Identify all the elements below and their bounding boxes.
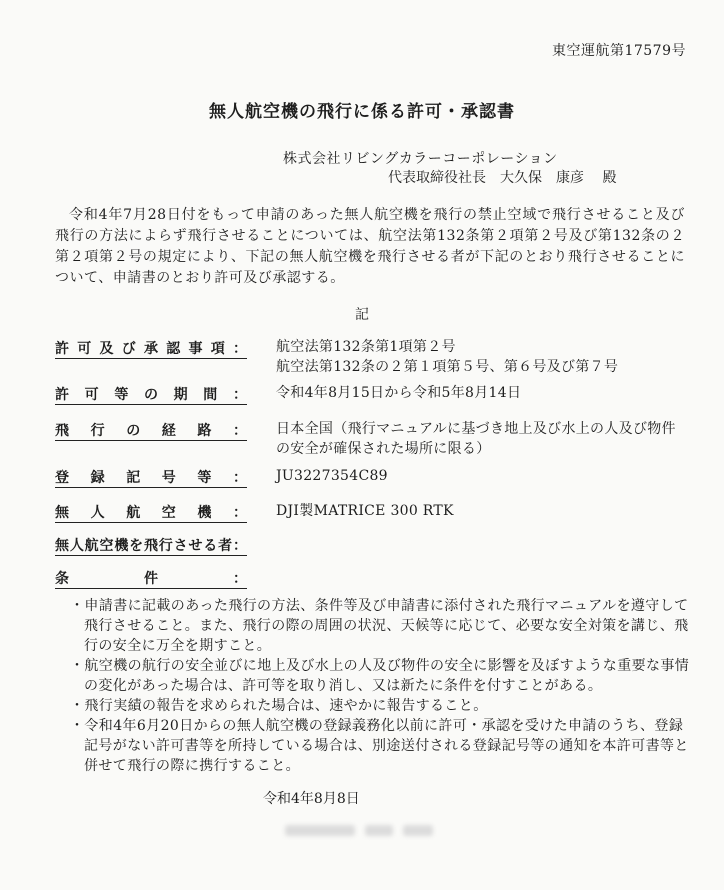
label-text bbox=[55, 384, 247, 404]
label-char: 許 bbox=[55, 387, 69, 403]
ki-heading: 記 bbox=[355, 307, 369, 323]
label-char: 人 bbox=[90, 505, 105, 521]
label-aircraft bbox=[55, 502, 247, 523]
issue-date: 令和4年8月8日 bbox=[263, 791, 360, 807]
label-char: 録 bbox=[90, 470, 105, 486]
label-char: 機 bbox=[114, 538, 129, 554]
label-registration bbox=[55, 467, 247, 488]
label-char: 無 bbox=[55, 538, 69, 554]
label-char: 行 bbox=[90, 423, 105, 439]
recipient-company: 株式会社リビングカラーコーポレーション bbox=[283, 151, 558, 167]
label-char: 期 bbox=[173, 387, 188, 403]
redacted-text bbox=[285, 825, 355, 836]
label-char: 記 bbox=[126, 470, 141, 486]
label-char: 経 bbox=[161, 423, 176, 439]
label-char: 機 bbox=[197, 505, 212, 521]
body-paragraph: 令和4年7月28日付をもって申請のあった無人航空機を飛行の禁止空域で飛行させること及び飛行の方法によらず飛行させることについては、航空法第132条第２項第２号及び第132条の２第２項第２号の規定により、下記の無人航空機を飛行させる者が下記のとおり飛行させることについて、申請書のとおり許可及び承認する。 bbox=[55, 207, 685, 286]
label-char: 行 bbox=[158, 538, 173, 554]
document-title: 無人航空機の飛行に係る許可・承認書 bbox=[209, 102, 515, 122]
label-char: 可 bbox=[84, 387, 99, 403]
label-char: 者 bbox=[218, 538, 233, 554]
label-char: ： bbox=[232, 387, 247, 403]
value-line-1: 航空法第132条第1項第２号 bbox=[276, 339, 456, 355]
label-char: 飛 bbox=[55, 423, 69, 439]
label-char: る bbox=[203, 538, 218, 554]
value-line-2: 航空法第132条の２第１項第５号、第６号及び第７号 bbox=[276, 359, 619, 375]
label-text bbox=[55, 467, 247, 487]
recipient-representative: 代表取締役社長 大久保 康彦 殿 bbox=[388, 170, 617, 186]
condition-item: ・飛行実績の報告を求められた場合は、速やかに報告すること。 bbox=[70, 698, 488, 714]
redacted-text bbox=[403, 825, 433, 836]
label-char: び bbox=[121, 341, 136, 357]
label-conditions bbox=[55, 568, 247, 589]
label-char: 空 bbox=[161, 505, 176, 521]
label-char: 間 bbox=[203, 387, 218, 403]
label-char: 路 bbox=[197, 423, 212, 439]
label-char: 号 bbox=[161, 470, 176, 486]
label-char: を bbox=[129, 538, 144, 554]
label-char: ： bbox=[232, 505, 247, 521]
label-char: 認 bbox=[166, 341, 181, 357]
label-char: の bbox=[126, 423, 141, 439]
label-pilot bbox=[55, 535, 247, 556]
label-char: せ bbox=[188, 538, 203, 554]
label-char: 航 bbox=[84, 538, 99, 554]
value-registration: JU3227354C89 bbox=[276, 468, 388, 484]
label-char: ： bbox=[232, 423, 247, 439]
label-char: の bbox=[143, 387, 158, 403]
value-flight-route: 日本全国（飛行マニュアルに基づき地上及び水上の人及び物件の安全が確保された場所に限る） bbox=[276, 421, 676, 457]
label-char: 等 bbox=[197, 470, 212, 486]
label-char: 空 bbox=[99, 538, 114, 554]
conditions-list bbox=[70, 596, 690, 776]
condition-item: ・申請書に記載のあった飛行の方法、条件等及び申請書に添付された飛行マニュアルを遵守して飛行させること。また、飛行の際の周囲の状況、天候等に応じて、必要な安全対策を講じ、飛行の安全に万全を期すこと。 bbox=[70, 598, 689, 654]
label-char: 登 bbox=[55, 470, 69, 486]
value-period: 令和4年8月15日から令和5年8月14日 bbox=[276, 385, 522, 401]
label-period bbox=[55, 384, 247, 405]
value-permission-items bbox=[276, 337, 688, 377]
label-char: 等 bbox=[114, 387, 129, 403]
label-char: 及 bbox=[99, 341, 114, 357]
label-text bbox=[55, 568, 247, 588]
label-text bbox=[55, 420, 247, 440]
condition-item: ・航空機の航行の安全並びに地上及び水上の人及び物件の安全に影響を及ぼすような重要な事情の変化があった場合は、許可等を取り消し、又は新たに条件を付すことがある。 bbox=[70, 658, 690, 694]
label-char: 可 bbox=[77, 341, 92, 357]
label-text bbox=[55, 535, 247, 555]
label-char: 飛 bbox=[143, 538, 158, 554]
label-char: 人 bbox=[69, 538, 84, 554]
label-char: 項 bbox=[210, 341, 225, 357]
label-char: 事 bbox=[188, 341, 203, 357]
label-char: ： bbox=[232, 538, 247, 554]
label-char: 無 bbox=[55, 505, 69, 521]
label-text bbox=[55, 338, 247, 358]
label-char: ： bbox=[232, 470, 247, 486]
label-char: 承 bbox=[144, 341, 158, 357]
label-char: ： bbox=[233, 341, 247, 357]
label-char: さ bbox=[173, 538, 188, 554]
redacted-text bbox=[365, 825, 393, 836]
condition-item: ・令和4年6月20日からの無人航空機の登録義務化以前に許可・承認を受けた申請のうち、登録記号がない許可書等を所持している場合は、別途送付される登録記号等の通知を本許可書等と併せて飛行の際に携行すること。 bbox=[70, 718, 689, 774]
redacted-signer bbox=[285, 822, 460, 838]
label-flight-route bbox=[55, 420, 247, 441]
label-permission-items bbox=[55, 338, 247, 359]
label-char: 航 bbox=[126, 505, 141, 521]
label-char: 件 bbox=[144, 571, 158, 587]
value-aircraft: DJI製MATRICE 300 RTK bbox=[276, 503, 454, 519]
label-char: 条 bbox=[55, 571, 69, 587]
label-text bbox=[55, 502, 247, 522]
label-char: 許 bbox=[55, 341, 69, 357]
document-number: 東空運航第17579号 bbox=[551, 43, 686, 59]
label-char: ： bbox=[233, 571, 247, 587]
